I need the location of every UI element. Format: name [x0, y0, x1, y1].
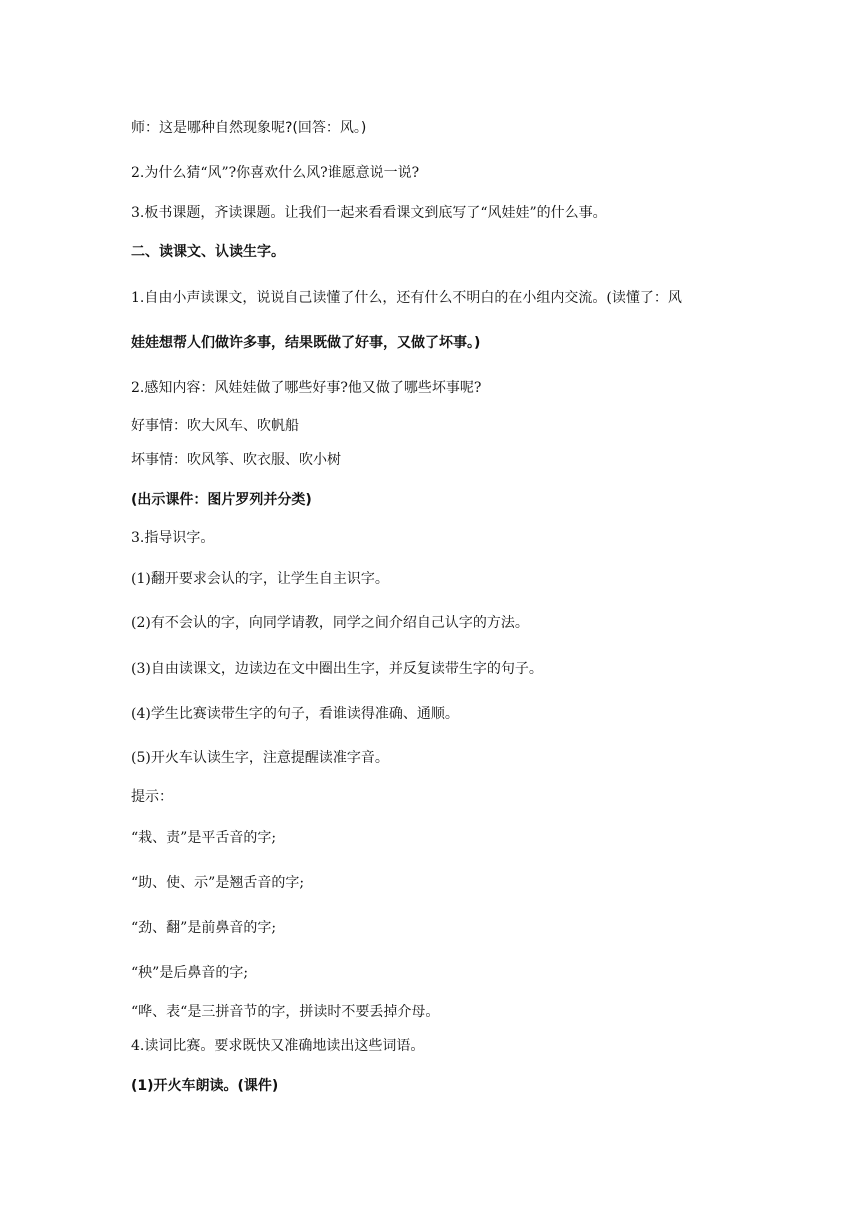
paragraph-perceive-content: 2.感知内容：风娃娃做了哪些好事?他又做了哪些坏事呢?	[131, 380, 482, 396]
paragraph-step-5: (5)开火车认读生字，注意提醒读准字音。	[131, 750, 389, 766]
paragraph-hint-three-spelling: “哗、表“是三拼音节的字，拼读时不要丢掉介母。	[131, 1004, 440, 1020]
paragraph-free-reading-cont: 娃娃想帮人们做许多事，结果既做了好事，又做了坏事。)	[131, 335, 481, 351]
paragraph-board-title: 3.板书课题，齐读课题。让我们一起来看看课文到底写了“风娃娃”的什么事。	[131, 205, 607, 221]
paragraph-step-4: (4)学生比赛读带生字的句子，看谁读得准确、通顺。	[131, 706, 459, 722]
paragraph-step-1: (1)翻开要求会认的字，让学生自主识字。	[131, 571, 389, 587]
paragraph-hint-flat-tongue: “栽、责”是平舌音的字;	[131, 830, 277, 846]
paragraph-hint-front-nasal: “劲、翻”是前鼻音的字;	[131, 920, 277, 936]
paragraph-hint-curled-tongue: “助、使、示”是翘舌音的字;	[131, 875, 305, 891]
paragraph-step-2: (2)有不会认的字，向同学请教，同学之间介绍自己认字的方法。	[131, 615, 529, 631]
paragraph-bad-deeds: 坏事情：吹风筝、吹衣服、吹小树	[131, 452, 341, 468]
paragraph-step-3: (3)自由读课文，边读边在文中圈出生字，并反复读带生字的句子。	[131, 661, 543, 677]
paragraph-hint-back-nasal: “秧”是后鼻音的字;	[131, 965, 249, 981]
paragraph-why-wind: 2.为什么猜“风”?你喜欢什么风?谁愿意说一说?	[131, 165, 420, 181]
paragraph-free-reading: 1.自由小声读课文，说说自己读懂了什么，还有什么不明白的在小组内交流。(读懂了：风	[131, 290, 682, 306]
section-heading-read-text: 二、读课文、认读生字。	[131, 244, 285, 260]
paragraph-word-contest: 4.读词比赛。要求既快又准确地读出这些词语。	[131, 1038, 425, 1054]
paragraph-good-deeds: 好事情：吹大风车、吹帆船	[131, 418, 299, 434]
paragraph-hint-label: 提示：	[131, 789, 173, 805]
paragraph-show-courseware: (出示课件：图片罗列并分类)	[131, 492, 312, 508]
paragraph-guide-literacy: 3.指导识字。	[131, 530, 215, 546]
paragraph-train-reading: (1)开火车朗读。(课件)	[131, 1078, 279, 1094]
paragraph-teacher-question: 师：这是哪种自然现象呢?(回答：风。)	[131, 120, 367, 136]
